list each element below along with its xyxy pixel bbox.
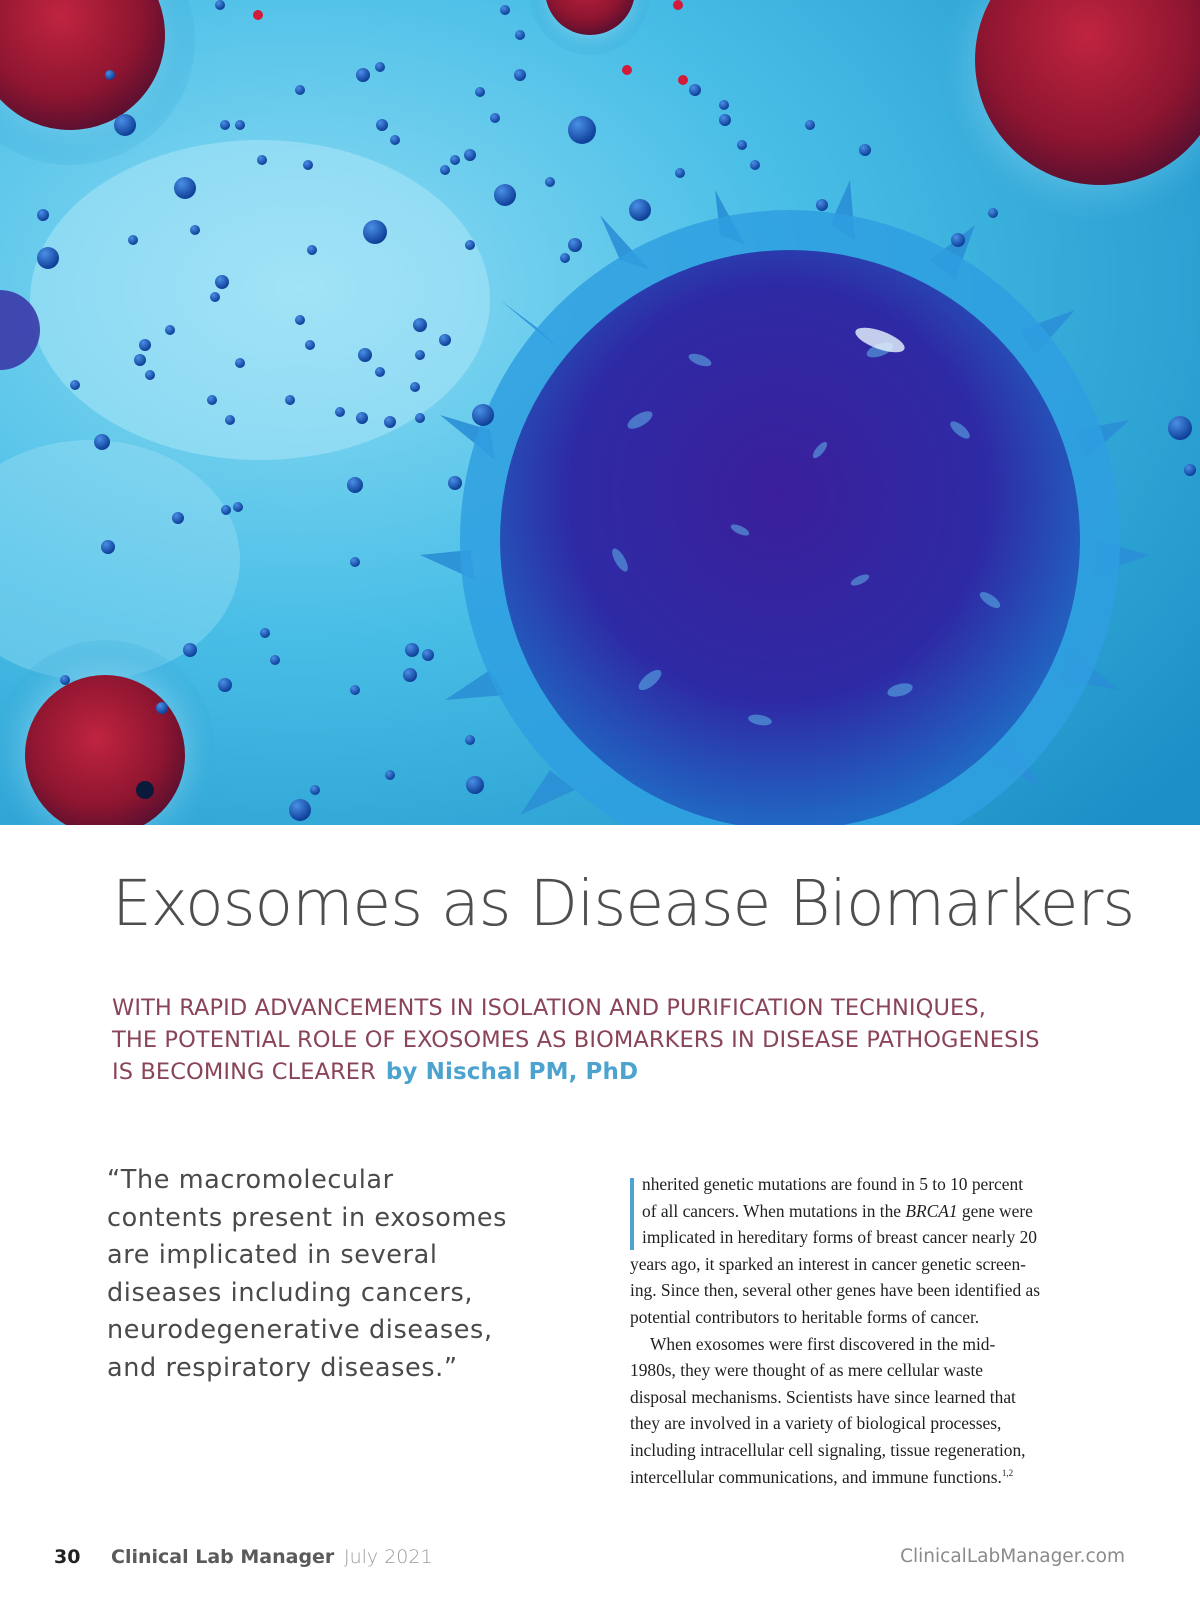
issue-date: July 2021 (344, 1546, 433, 1568)
body-paragraph-1 (630, 1171, 1125, 1331)
deck-line: THE POTENTIAL ROLE OF EXOSOMES AS BIOMARKERS IN DISEASE PATHOGENESIS (112, 1027, 1040, 1053)
pull-quote-line: “The macromolecular (107, 1165, 394, 1195)
deck-line (112, 1056, 1112, 1088)
drop-cap-bar (630, 1178, 634, 1250)
body-line: ing. Since then, several other genes have been identified as (630, 1280, 1040, 1301)
pull-quote-line: neurodegenerative diseases, (107, 1315, 493, 1345)
body-line: potential contributors to heritable forms of cancer. (630, 1306, 980, 1327)
body-line-text: of all cancers. When mutations in the (642, 1200, 906, 1221)
deck-line: WITH RAPID ADVANCEMENTS IN ISOLATION AND PURIFICATION TECHNIQUES, (112, 995, 986, 1021)
body-line: they are involved in a variety of biological processes, (630, 1413, 1002, 1434)
pull-quote-line: are implicated in several (107, 1240, 438, 1270)
article-title: Exosomes as Disease Biomarkers (112, 867, 1135, 940)
body-paragraph-2 (630, 1331, 1125, 1491)
page-footer (0, 1546, 1200, 1576)
publication-name: Clinical Lab Manager (111, 1546, 335, 1568)
deck-line-text: IS BECOMING CLEARER (112, 1059, 376, 1085)
article-body (630, 1171, 1125, 1490)
pull-quote-line: and respiratory diseases.” (107, 1352, 458, 1383)
citation-superscript: 1,2 (1001, 1467, 1014, 1478)
body-line-text: gene were (957, 1200, 1033, 1221)
body-line: nherited genetic mutations are found in 5 to 10 percent (642, 1174, 1024, 1194)
body-line: including intracellular cell signaling, tissue regeneration, (630, 1439, 1026, 1460)
body-line-text: intercellular communications, and immune functions. (630, 1466, 1002, 1487)
body-line: disposal mechanisms. Scientists have since learned that (630, 1386, 1016, 1407)
body-line: implicated in hereditary forms of breast cancer nearly 20 (642, 1227, 1037, 1248)
page-number: 30 (54, 1546, 81, 1568)
body-line (630, 1198, 1125, 1225)
gene-name: BRCA1 (905, 1200, 958, 1221)
body-line: When exosomes were first discovered in the mid- (650, 1333, 996, 1354)
pull-quote (107, 1162, 577, 1387)
body-line (630, 1464, 1125, 1491)
website-url[interactable]: ClinicalLabManager.com (900, 1546, 1125, 1567)
author-byline: by Nischal PM, PhD (385, 1059, 639, 1085)
pull-quote-line: diseases including cancers, (107, 1277, 474, 1308)
body-line: years ago, it sparked an interest in cancer genetic screen- (630, 1253, 1026, 1274)
article-deck (112, 992, 1112, 1088)
pull-quote-line: contents present in exosomes (107, 1202, 508, 1233)
body-line: 1980s, they were thought of as mere cellular waste (630, 1360, 984, 1381)
